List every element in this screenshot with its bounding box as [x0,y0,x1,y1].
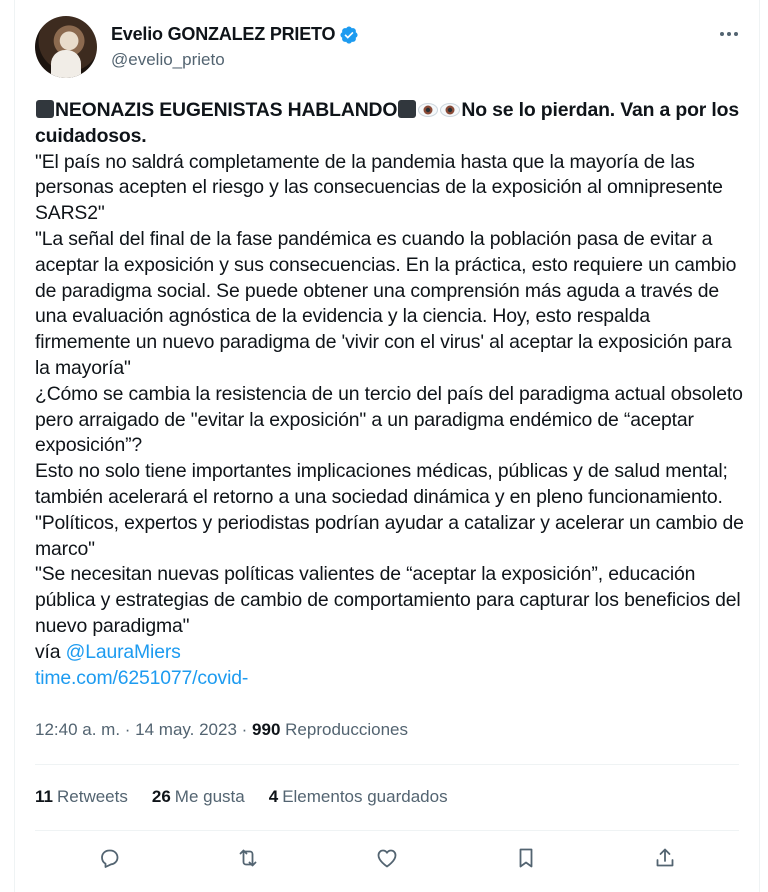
bookmarks-stat[interactable] [269,787,448,807]
more-icon[interactable] [717,22,741,46]
views-label: Reproducciones [280,720,408,739]
reply-icon [97,846,121,870]
black-square-emoji [398,100,416,118]
share-icon [653,846,677,870]
bookmarks-label: Elementos guardados [282,787,448,806]
headline-text-1: NEONAZIS EUGENISTAS HABLANDO [55,99,398,121]
tweet-paragraph: "Se necesitan nuevas políticas valientes de “aceptar la exposición”, educación pública y estrategias de cambio de comportamiento para capturar los beneficios del nuevo paradigma" [35,563,741,637]
tweet-time[interactable]: 12:40 a. m. [35,720,121,739]
avatar[interactable] [35,16,97,78]
black-square-emoji [36,100,54,118]
tweet-headline [35,98,747,150]
likes-label: Me gusta [174,787,245,806]
tweet-paragraph: "Políticos, expertos y periodistas podrían ayudar a catalizar y acelerar un cambio de marco" [35,511,744,560]
tweet-card [14,0,760,892]
via-line [35,640,747,666]
eye-emoji [418,103,438,117]
bookmarks-count: 4 [268,787,279,806]
tweet-date[interactable]: 14 may. 2023 [135,720,237,739]
likes-stat[interactable] [152,787,245,807]
mention-link[interactable]: @LauraMiers [65,640,181,663]
divider [35,764,739,765]
tweet-text [35,98,747,691]
views-count: 990 [252,720,281,739]
divider [35,830,739,831]
share-button[interactable] [651,844,679,872]
retweets-stat[interactable] [35,787,128,807]
bookmark-button[interactable] [512,844,540,872]
retweet-icon [236,846,260,870]
reply-button[interactable] [95,844,123,872]
tweet-paragraph: "El país no saldrá completamente de la pandemia hasta que la mayoría de las personas acepten el riesgo y las consecuencias de la exposición al omnipresente SARS2" [35,150,723,225]
tweet-meta [35,720,408,740]
author-handle[interactable]: @evelio_prieto [111,50,225,69]
action-bar [35,844,739,872]
url-link[interactable]: time.com/6251077/covid- [35,666,249,689]
author-name[interactable]: Evelio GONZALEZ PRIETO [111,24,336,44]
headline-text-2: No se lo pierdan. Van a por los cuidadosos. [35,99,740,147]
like-button[interactable] [373,844,401,872]
like-icon [375,846,399,870]
retweets-count: 11 [35,787,53,806]
eye-emoji [440,103,460,117]
tweet-paragraph: ¿Cómo se cambia la resistencia de un tercio del país del paradigma actual obsoleto pero arraigado de "evitar la exposición" a un paradigma endémico de “aceptar exposición”? [35,382,743,457]
via-prefix: vía [35,640,66,663]
separator: · [236,720,253,739]
retweet-button[interactable] [234,844,262,872]
tweet-paragraph: "La señal del final de la fase pandémica es cuando la población pasa de evitar a aceptar la exposición y sus consecuencias. En la práctica, esto requiere un cambio de paradigma social. Se puede obtener una comprensión más aguda a través de una evaluación agnóstica de la evidencia y la ciencia. Hoy, esto respalda firmemente un nuevo paradigma de 'vivir con el virus' al aceptar la exposición para la mayoría" [35,227,737,379]
tweet-paragraph: Esto no solo tiene importantes implicaciones médicas, públicas y de salud mental; también acelerará el retorno a una sociedad dinámica y en pleno funcionamiento. [35,460,728,508]
author-name-row[interactable] [111,24,359,45]
likes-count: 26 [151,787,171,806]
bookmark-icon [514,846,538,870]
separator: · [120,720,136,739]
tweet-stats [35,787,448,807]
verified-badge-icon [339,25,359,45]
retweets-label: Retweets [56,787,128,806]
